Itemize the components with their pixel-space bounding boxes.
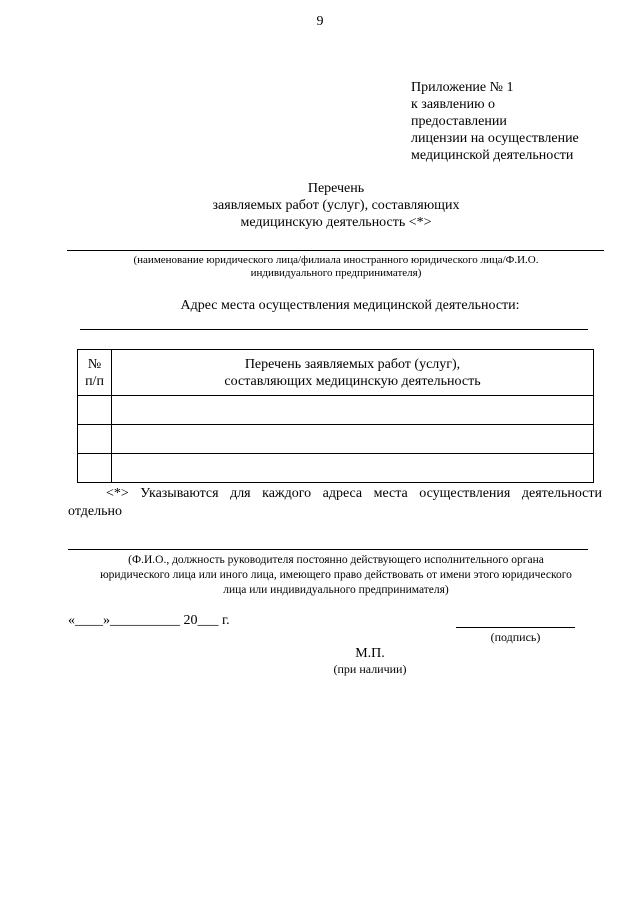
table-cell-service[interactable]: [112, 396, 594, 425]
table-cell-number[interactable]: [78, 454, 112, 483]
address-label: Адрес места осуществления медицинской деятельности:: [180, 298, 520, 313]
footnote-line: <*> Указываются для каждого адреса места осуществления деятельности: [106, 486, 602, 501]
services-table: [77, 349, 594, 483]
signature-line[interactable]: [456, 627, 575, 628]
table-row: [78, 425, 594, 454]
page-number: 9: [316, 14, 324, 29]
entity-name-caption: [60, 254, 612, 280]
table-cell-service[interactable]: [112, 425, 594, 454]
appendix-line: Приложение № 1: [411, 80, 514, 95]
header-services-line: составляющих медицинскую деятельность: [224, 373, 481, 389]
entity-name-line[interactable]: [67, 250, 604, 251]
header-services-line: Перечень заявляемых работ (услуг),: [244, 356, 461, 372]
appendix-line: медицинской деятельности: [411, 148, 574, 163]
caption-line: (наименование юридического лица/филиала иностранного юридического лица/Ф.И.О.: [133, 254, 539, 266]
stamp-label: М.П.: [355, 646, 385, 661]
header-services: [112, 350, 594, 396]
head-name-line[interactable]: [68, 549, 588, 550]
title-line: медицинскую деятельность <*>: [240, 215, 432, 230]
caption-line: лица или индивидуального предпринимателя): [223, 584, 449, 596]
header-number-symbol: №: [87, 356, 102, 372]
title-line: заявляемых работ (услуг), составляющих: [212, 198, 460, 213]
caption-line: (Ф.И.О., должность руководителя постоянно действующего исполнительного органа: [128, 554, 544, 566]
table-cell-number[interactable]: [78, 396, 112, 425]
header-number: [78, 350, 112, 396]
appendix-line: лицензии на осуществление: [411, 131, 579, 146]
table-header-row: [78, 350, 594, 396]
stamp-caption: (при наличии): [333, 662, 407, 676]
table-cell-number[interactable]: [78, 425, 112, 454]
table-row: [78, 454, 594, 483]
table-cell-service[interactable]: [112, 454, 594, 483]
document-title: [150, 180, 522, 231]
appendix-heading: [411, 79, 579, 164]
address-line[interactable]: [80, 329, 588, 330]
appendix-line: к заявлению о: [411, 97, 496, 112]
signature-caption: (подпись): [490, 630, 541, 644]
footnote: [68, 485, 602, 521]
date-field[interactable]: «____»__________ 20___ г.: [68, 613, 230, 628]
footnote-line: отдельно: [68, 504, 122, 519]
header-number-abbr: п/п: [85, 373, 104, 389]
title-line: Перечень: [307, 181, 365, 196]
table-row: [78, 396, 594, 425]
caption-line: индивидуального предпринимателя): [250, 267, 422, 279]
head-name-caption: [60, 553, 612, 598]
appendix-line: предоставлении: [411, 114, 507, 129]
caption-line: юридического лица или иного лица, имеющего право действовать от имени этого юридического: [100, 569, 572, 581]
